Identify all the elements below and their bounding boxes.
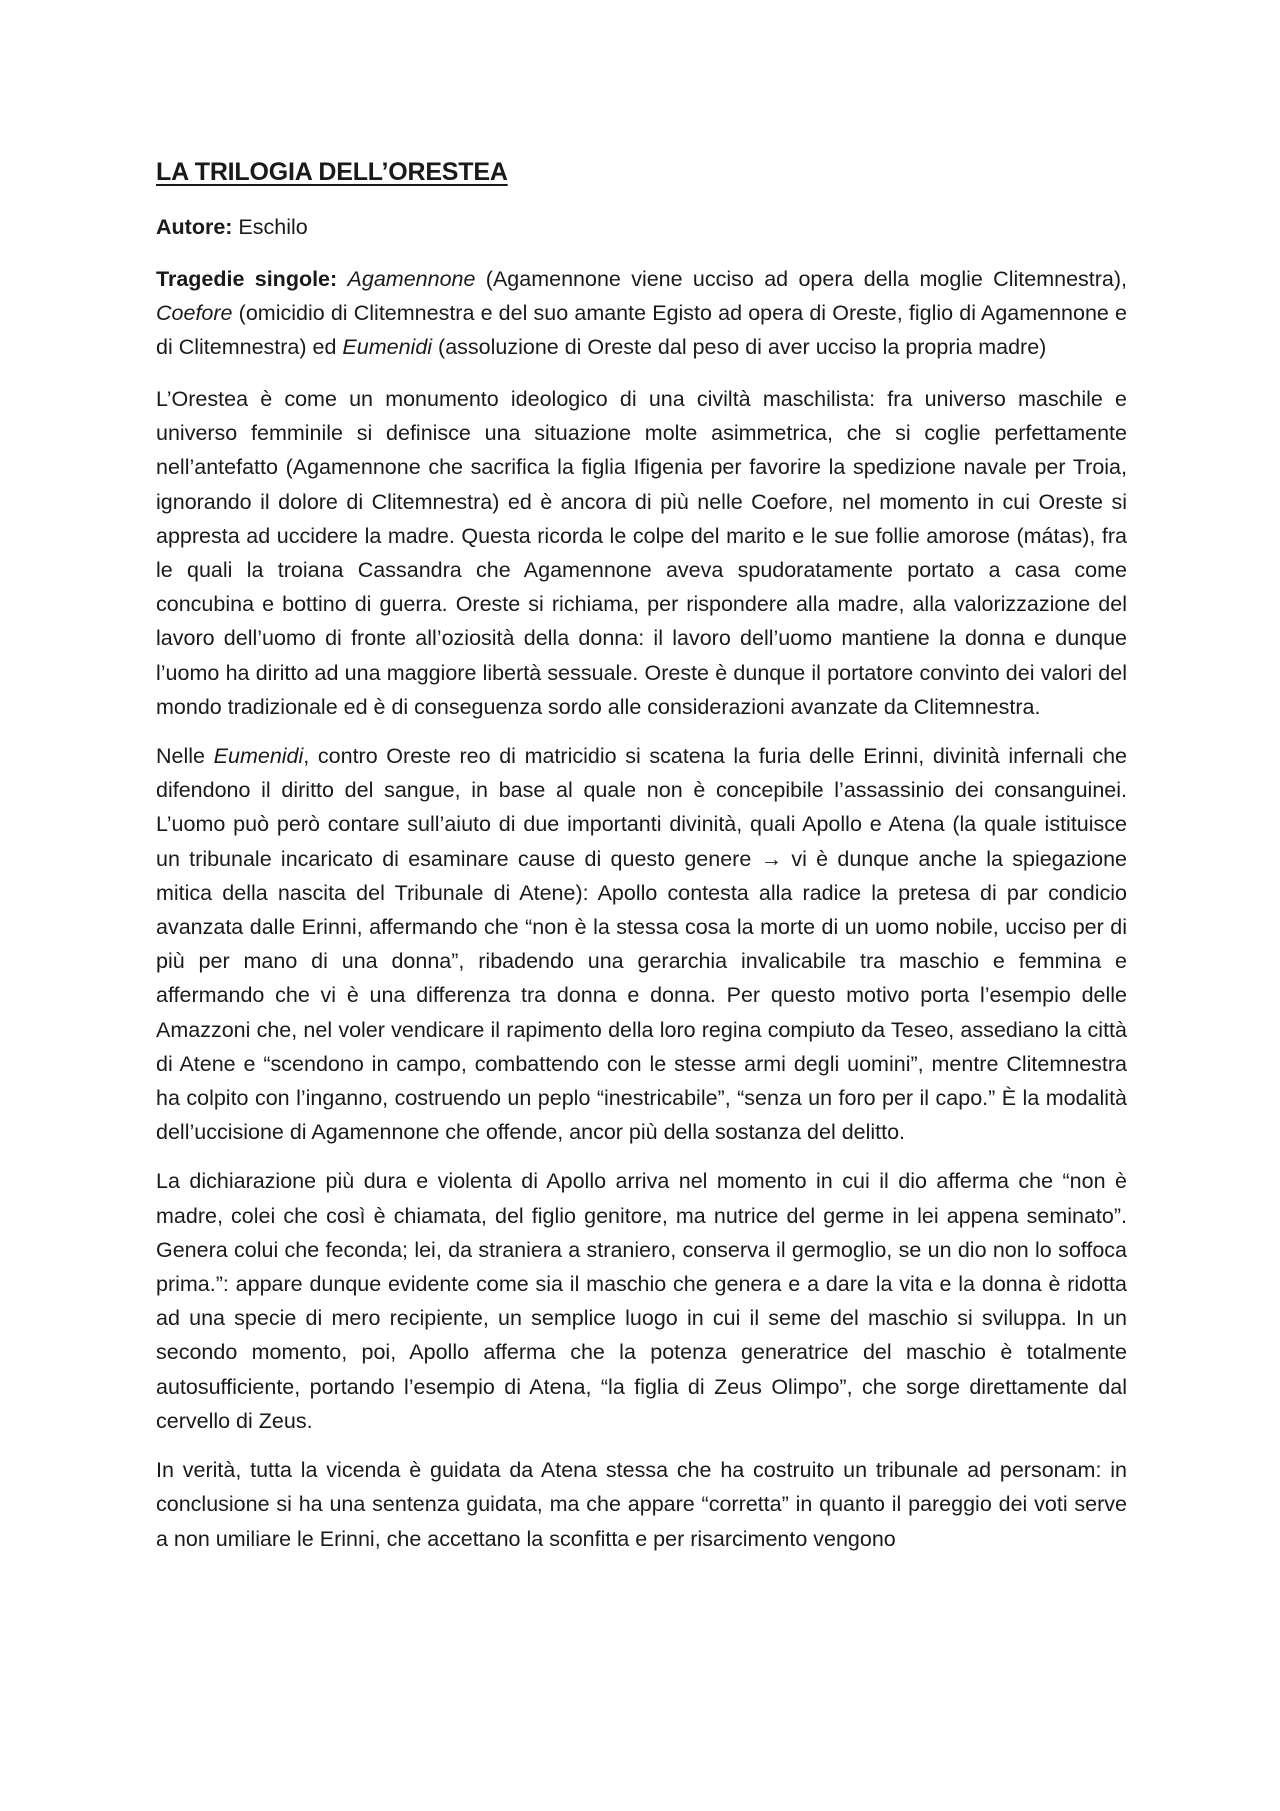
paragraph-3: La dichiarazione più dura e violenta di Apollo arriva nel momento in cui il dio afferma che “non è madre, colei che così è chiamata, del figlio genitore, ma nutrice del germe in lei appena seminato”. Genera colui che feconda; lei, da straniera a straniero, conserva il germoglio, se un dio non lo soffoca prima.”: appare dunque evidente come sia il maschio che genera e a dare la vita e la donna è ridotta ad una specie di mero recipiente, un semplice luogo in cui il seme del maschio si sviluppa. In un secondo momento, poi, Apollo afferma che la potenza generatrice del maschio è totalmente autosufficiente, portando l’esempio di Atena, “la figlia di Zeus Olimpo”, che sorge direttamente dal cervello di Zeus. bbox=[156, 1169, 1127, 1433]
paragraph-2 bbox=[156, 739, 1127, 1149]
tragedy-2-desc: (omicidio di Clitemnestra e del suo amante Egisto ad opera di Oreste, figlio di Agamennone e di Clitemnestra) ed bbox=[156, 301, 1127, 359]
document-title: LA TRILOGIA DELL’ORESTEA bbox=[156, 158, 508, 186]
paragraph-4: In verità, tutta la vicenda è guidata da Atena stessa che ha costruito un tribunale ad personam: in conclusione si ha una sentenza guidata, ma che appare “corretta” in quanto il pareggio dei voti serve a non umiliare le Erinni, che accettano la sconfitta e per risarcimento vengono bbox=[156, 1458, 1127, 1551]
tragedies-label: Tragedie singole: bbox=[156, 267, 338, 291]
tragedy-2-title: Coefore bbox=[156, 301, 233, 325]
paragraph-2-post: , contro Oreste reo di matricidio si scatena la furia delle Erinni, divinità infernali che difendono il diritto del sangue, in base al quale non è concepibile l’assassinio dei consanguinei. L’uomo può però contare sull’aiuto di due importanti divinità, quali Apollo e Atena (la quale istituisce un tribunale incaricato di esaminare cause di questo genere → vi è dunque anche la spiegazione mitica della nascita del Tribunale di Atene): Apollo contesta alla radice la pretesa di par condicio avanzata dalle Erinni, affermando che “non è la stessa cosa la morte di un uomo nobile, ucciso per di più per mano di una donna”, ribadendo una gerarchia invalicabile tra maschio e femmina e affermando che vi è una differenza tra donna e donna. Per questo motivo porta l’esempio delle Amazzoni che, nel voler vendicare il rapimento della loro regina compiuto da Teseo, assediano la città di Atene e “scendono in campo, combattendo con le stesse armi degli uomini”, mentre Clitemnestra ha colpito con l’inganno, costruendo un peplo “inestricabile”, “senza un foro per il capo.” È la modalità dell’uccisione di Agamennone che offende, ancor più della sostanza del delitto. bbox=[156, 744, 1127, 1145]
paragraph-2-pre: Nelle bbox=[156, 744, 205, 769]
tragedy-1-desc: (Agamennone viene ucciso ad opera della moglie Clitemnestra), bbox=[485, 267, 1127, 291]
author-label: Autore: bbox=[156, 215, 233, 239]
document-page bbox=[156, 158, 1127, 1571]
paragraph-2-em: Eumenidi bbox=[213, 744, 304, 769]
tragedy-3-desc: (assoluzione di Oreste dal peso di aver ucciso la propria madre) bbox=[438, 335, 1047, 359]
paragraph-1: L’Orestea è come un monumento ideologico di una civiltà maschilista: fra universo maschile e universo femminile si definisce una situazione molte asimmetrica, che si coglie perfettamente nell’antefatto (Agamennone che sacrifica la figlia Ifigenia per favorire la spedizione navale per Troia, ignorando il dolore di Clitemnestra) ed è ancora di più nelle Coefore, nel momento in cui Oreste si appresta ad uccidere la madre. Questa ricorda le colpe del marito e le sue follie amorose (mátas), fra le quali la troiana Cassandra che Agamennone aveva spudoratamente portato a casa come concubina e bottino di guerra. Oreste si richiama, per rispondere alla madre, alla valorizzazione del lavoro dell’uomo di fronte all’oziosità della donna: il lavoro dell’uomo mantiene la donna e dunque l’uomo ha diritto ad una maggiore libertà sessuale. Oreste è dunque il portatore convinto dei valori del mondo tradizionale ed è di conseguenza sordo alle considerazioni avanzate da Clitemnestra. bbox=[156, 387, 1127, 719]
tragedy-1-title: Agamennone bbox=[347, 267, 476, 291]
author-line bbox=[156, 210, 1127, 244]
author-value: Eschilo bbox=[238, 215, 308, 239]
tragedy-3-title: Eumenidi bbox=[342, 335, 433, 359]
tragedies-line bbox=[156, 262, 1127, 364]
